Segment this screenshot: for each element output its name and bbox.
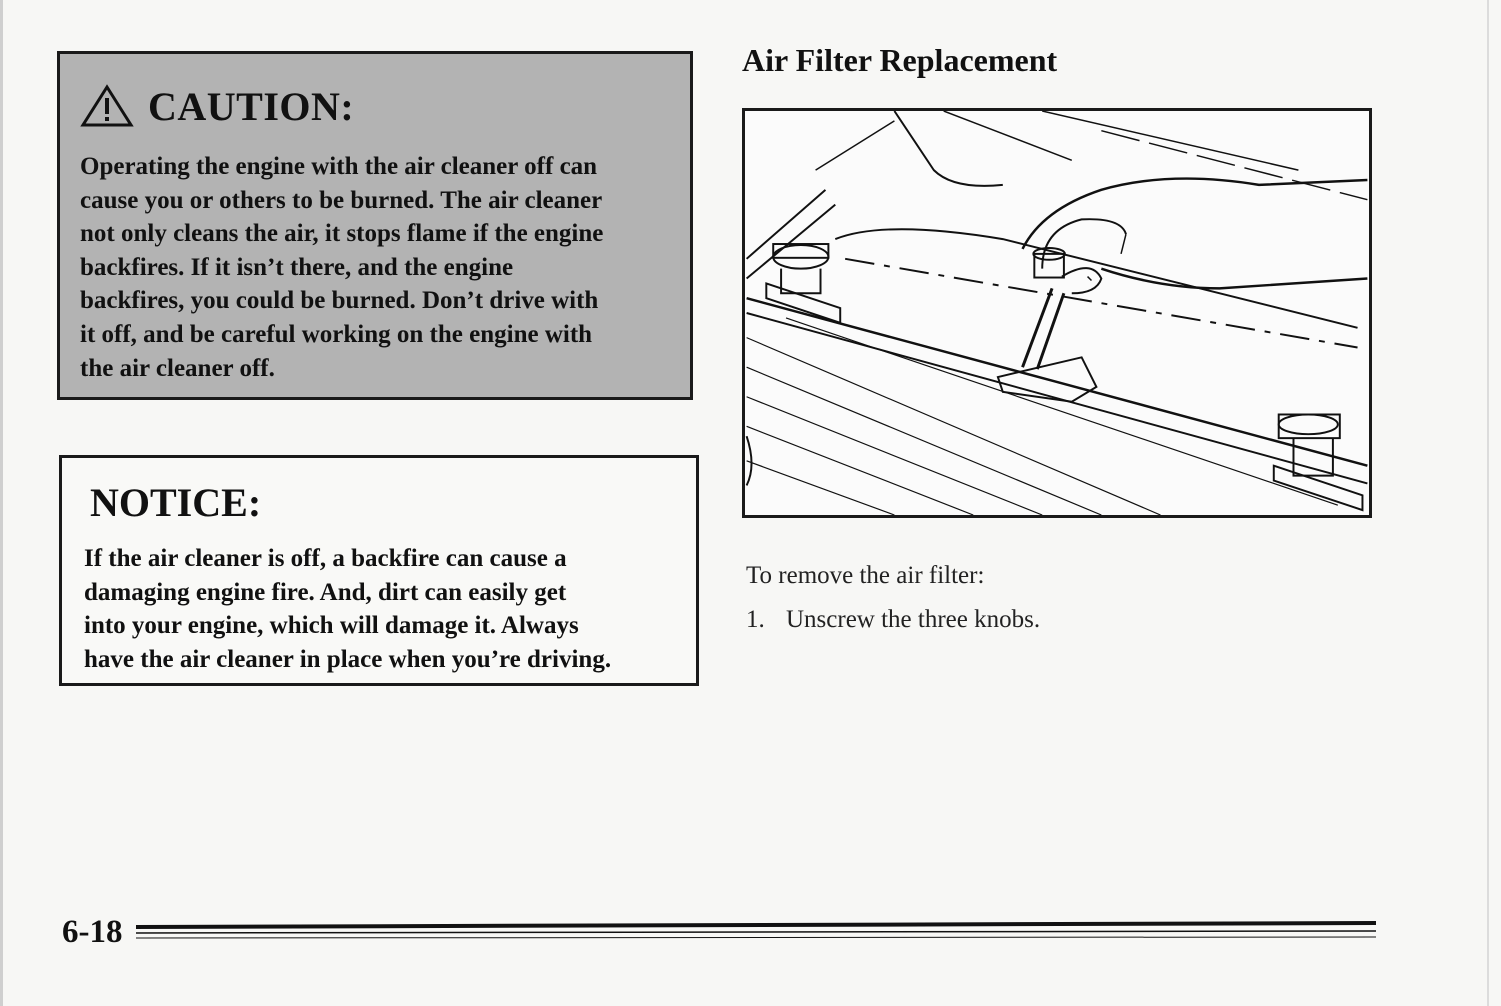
- step-text: Unscrew the three knobs.: [786, 606, 1041, 633]
- warning-triangle-icon: [80, 84, 134, 128]
- notice-line: damaging engine fire. And, dirt can easily get: [84, 578, 567, 606]
- air-cleaner-illustration: [742, 108, 1372, 518]
- page-edge: [1487, 0, 1489, 1006]
- caution-box: [57, 51, 693, 400]
- caution-line: cause you or others to be burned. The air cleaner: [80, 186, 603, 214]
- notice-text: [84, 542, 684, 676]
- hand-unscrewing-knob-icon: [745, 111, 1369, 515]
- page-number: 6-18: [62, 914, 123, 950]
- caution-line: backfires, you could be burned. Don’t drive with: [80, 287, 599, 315]
- notice-line: into your engine, which will damage it. Always: [84, 612, 579, 639]
- caution-line: it off, and be careful working on the engine with: [80, 320, 593, 348]
- instruction-intro: To remove the air filter:: [746, 562, 985, 589]
- notice-line: have the air cleaner in place when you’re driving.: [84, 645, 612, 673]
- caution-text: [80, 150, 680, 385]
- caution-line: backfires. If it isn’t there, and the engine: [80, 253, 514, 281]
- notice-line: If the air cleaner is off, a backfire can cause a: [84, 545, 567, 572]
- caution-title: CAUTION:: [148, 83, 355, 129]
- caution-heading: [80, 76, 670, 136]
- caution-line: not only cleans the air, it stops flame if the engine: [80, 220, 604, 248]
- notice-box: [59, 455, 699, 686]
- section-heading: Air Filter Replacement: [742, 42, 1058, 78]
- step-item: [746, 605, 1040, 635]
- caution-line: the air cleaner off.: [80, 354, 275, 382]
- notice-title: NOTICE:: [90, 480, 262, 525]
- step-number: 1.: [746, 606, 765, 633]
- caution-line: Operating the engine with the air cleaner off can: [80, 153, 598, 180]
- page-edge: [0, 0, 3, 1006]
- footer-rule: [136, 921, 1376, 939]
